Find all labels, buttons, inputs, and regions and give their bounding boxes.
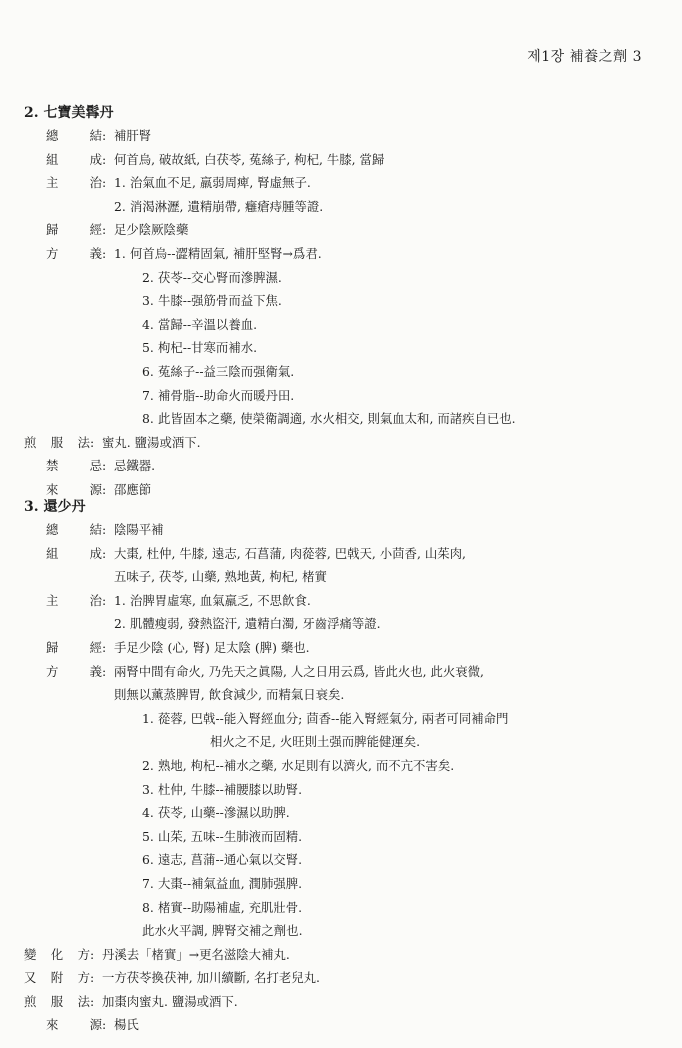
list-item: 8. 楮實--助陽補虛, 充肌壯骨. xyxy=(142,899,303,915)
field-label: 煎服法 xyxy=(24,993,90,1009)
row-fangyi-cont xyxy=(24,360,654,384)
list-item: 6. 菟絲子--益三陰而强衛氣. xyxy=(142,363,295,379)
list-item: 3. 杜仲, 牛膝--補腰膝以助腎. xyxy=(142,781,303,797)
list-item: 1. 何首烏--澀精固氣, 補肝堅腎→爲君. xyxy=(114,245,322,261)
row-fangyi-cont xyxy=(24,778,654,802)
field-label: 總結 xyxy=(46,522,102,537)
row-zhuzhi: 主治 : 1. 治氣血不足, 羸弱周痺, 腎虛無子. xyxy=(24,171,654,195)
row-guijing: 歸經 : 足少陰厥陰藥 xyxy=(24,218,654,242)
field-text: 陰陽平補 xyxy=(114,522,164,537)
section-qibao-meiran-dan xyxy=(24,102,654,502)
row-fangyi-cont xyxy=(24,754,654,778)
field-label: 方義 xyxy=(46,245,102,261)
list-item: 1. 治脾胃虛寒, 血氣羸乏, 不思飮食. xyxy=(114,592,311,608)
field-label: 來源 xyxy=(46,481,102,497)
row-fangyi-cont xyxy=(24,384,654,408)
row-jianfu: 煎服法 : 蜜丸. 鹽湯或酒下. xyxy=(24,431,654,455)
field-label: 歸經 xyxy=(46,222,102,238)
field-label: 方義 xyxy=(46,663,102,679)
row-fangyi-cont xyxy=(24,730,654,754)
field-text: 邵應節 xyxy=(114,481,152,497)
field-text: 何首烏, 破故紙, 白茯苓, 菟絲子, 枸杞, 牛膝, 當歸 xyxy=(114,151,385,167)
field-text: 楊氏 xyxy=(114,1017,139,1033)
field-label: 主治 xyxy=(46,175,102,191)
row-fangyi-cont xyxy=(24,896,654,920)
field-label: 禁忌 xyxy=(46,458,102,474)
running-header: 제1장 補養之劑 3 xyxy=(527,49,642,65)
list-item: 7. 補骨脂--助命火而暖丹田. xyxy=(142,387,295,403)
field-label: 煎服法 xyxy=(24,434,90,450)
row-fangyi-cont xyxy=(24,313,654,337)
row-fangyi-cont xyxy=(24,707,654,731)
field-text: 兩腎中間有命火, 乃先天之眞陽, 人之日用云爲, 皆此火也, 此火衰微, xyxy=(114,663,484,679)
list-item: 2. 肌體瘦弱, 發熱盜汗, 遺精白濁, 牙齒浮痛等證. xyxy=(114,616,381,632)
list-item: 2. 消渴淋瀝, 遺精崩帶, 癰瘡痔腫等證. xyxy=(114,198,324,214)
section-huanshao-dan xyxy=(24,496,654,1037)
row-jinji: 禁忌 : 忌鐵器. xyxy=(24,454,654,478)
list-item: 7. 大棗--補氣益血, 潤肺强脾. xyxy=(142,875,303,891)
field-label: 總結 xyxy=(46,128,102,143)
row-fangyi-cont xyxy=(24,848,654,872)
field-text: 五味子, 茯苓, 山藥, 熟地黃, 枸杞, 楮實 xyxy=(114,569,327,585)
section-title: 3. 還少丹 xyxy=(24,499,86,515)
row-fangyi-cont xyxy=(24,407,654,431)
field-text: 加棗肉蜜丸. 鹽湯或酒下. xyxy=(102,993,238,1009)
field-text: 則無以薰蒸脾胃, 飮食減少, 而精氣日衰矣. xyxy=(114,687,345,703)
field-label: 來源 xyxy=(46,1017,102,1033)
row-zongjie: 總結 : 補肝腎 xyxy=(24,124,654,148)
row-zongjie: 總結 : 陰陽平補 xyxy=(24,518,654,542)
list-item: 5. 枸杞--甘寒而補水. xyxy=(142,340,258,356)
row-zucheng: 組成 : 大棗, 杜仲, 牛膝, 遠志, 石菖蒲, 肉蓯蓉, 巴戟天, 小茴香, 山茱肉, xyxy=(24,542,654,566)
row-youfu: 又附方 : 一方茯苓換茯神, 加川續斷, 名打老兒丸. xyxy=(24,966,654,990)
list-item: 1. 蓯蓉, 巴戟--能入腎經血分; 茴香--能入腎經氣分, 兩者可同補命門 xyxy=(142,710,509,726)
row-laiyuan: 來源 : 楊氏 xyxy=(24,1013,654,1037)
list-item: 4. 茯苓, 山藥--滲濕以助脾. xyxy=(142,805,290,821)
row-fangyi-cont xyxy=(24,683,654,707)
field-text: 足少陰厥陰藥 xyxy=(114,222,189,238)
list-item: 3. 牛膝--强筋骨而益下焦. xyxy=(142,293,282,309)
field-text: 此水火平調, 脾腎交補之劑也. xyxy=(142,923,303,939)
list-item: 4. 當歸--辛溫以養血. xyxy=(142,316,258,332)
row-zhuzhi: 主治 : 1. 治脾胃虛寒, 血氣羸乏, 不思飮食. xyxy=(24,589,654,613)
row-fangyi: 方義 : 1. 何首烏--澀精固氣, 補肝堅腎→爲君. xyxy=(24,242,654,266)
row-fangyi-cont xyxy=(24,825,654,849)
row-jianfu: 煎服法 : 加棗肉蜜丸. 鹽湯或酒下. xyxy=(24,990,654,1014)
list-item: 6. 遠志, 菖蒲--通心氣以交腎. xyxy=(142,852,303,868)
row-fangyi: 方義 : 兩腎中間有命火, 乃先天之眞陽, 人之日用云爲, 皆此火也, 此火衰微, xyxy=(24,660,654,684)
row-fangyi-cont xyxy=(24,336,654,360)
field-text: 大棗, 杜仲, 牛膝, 遠志, 石菖蒲, 肉蓯蓉, 巴戟天, 小茴香, 山茱肉, xyxy=(114,545,466,561)
field-label: 組成 xyxy=(46,545,102,561)
row-fangyi-cont xyxy=(24,289,654,313)
field-label: 主治 xyxy=(46,592,102,608)
field-label: 又附方 xyxy=(24,970,90,986)
field-text: 相火之不足, 火旺則土强而脾能健運矣. xyxy=(210,734,421,750)
row-guijing: 歸經 : 手足少陰 (心, 腎) 足太陰 (脾) 藥也. xyxy=(24,636,654,660)
section-title: 2. 七寶美髥丹 xyxy=(24,105,114,121)
field-text: 忌鐵器. xyxy=(114,458,156,474)
field-text: 補肝腎 xyxy=(114,128,152,143)
row-fangyi-cont xyxy=(24,266,654,290)
row-zhuzhi-cont xyxy=(24,612,654,636)
row-zhuzhi-cont xyxy=(24,195,654,219)
row-bianhua: 變化方 : 丹溪去「楮實」→更名滋陰大補丸. xyxy=(24,943,654,967)
field-text: 蜜丸. 鹽湯或酒下. xyxy=(102,434,201,450)
list-item: 2. 茯苓--交心腎而滲脾濕. xyxy=(142,269,282,285)
field-label: 歸經 xyxy=(46,639,102,655)
row-laiyuan: 來源 : 邵應節 xyxy=(24,478,654,502)
row-zucheng-cont xyxy=(24,565,654,589)
field-text: 丹溪去「楮實」→更名滋陰大補丸. xyxy=(102,946,290,962)
row-fangyi-cont xyxy=(24,801,654,825)
row-zucheng: 組成 : 何首烏, 破故紙, 白茯苓, 菟絲子, 枸杞, 牛膝, 當歸 xyxy=(24,148,654,172)
list-item: 1. 治氣血不足, 羸弱周痺, 腎虛無子. xyxy=(114,175,311,191)
field-text: 一方茯苓換茯神, 加川續斷, 名打老兒丸. xyxy=(102,970,320,986)
list-item: 8. 此皆固本之藥, 使榮衛調適, 水火相交, 則氣血太和, 而諸疾自已也. xyxy=(142,411,516,427)
row-fangyi-summary xyxy=(24,919,654,943)
field-label: 變化方 xyxy=(24,946,90,962)
field-label: 組成 xyxy=(46,151,102,167)
list-item: 2. 熟地, 枸杞--補水之藥, 水足則有以濟火, 而不亢不害矣. xyxy=(142,757,455,773)
field-text: 手足少陰 (心, 腎) 足太陰 (脾) 藥也. xyxy=(114,639,310,655)
list-item: 5. 山茱, 五味--生肺液而固精. xyxy=(142,828,303,844)
row-fangyi-cont xyxy=(24,872,654,896)
